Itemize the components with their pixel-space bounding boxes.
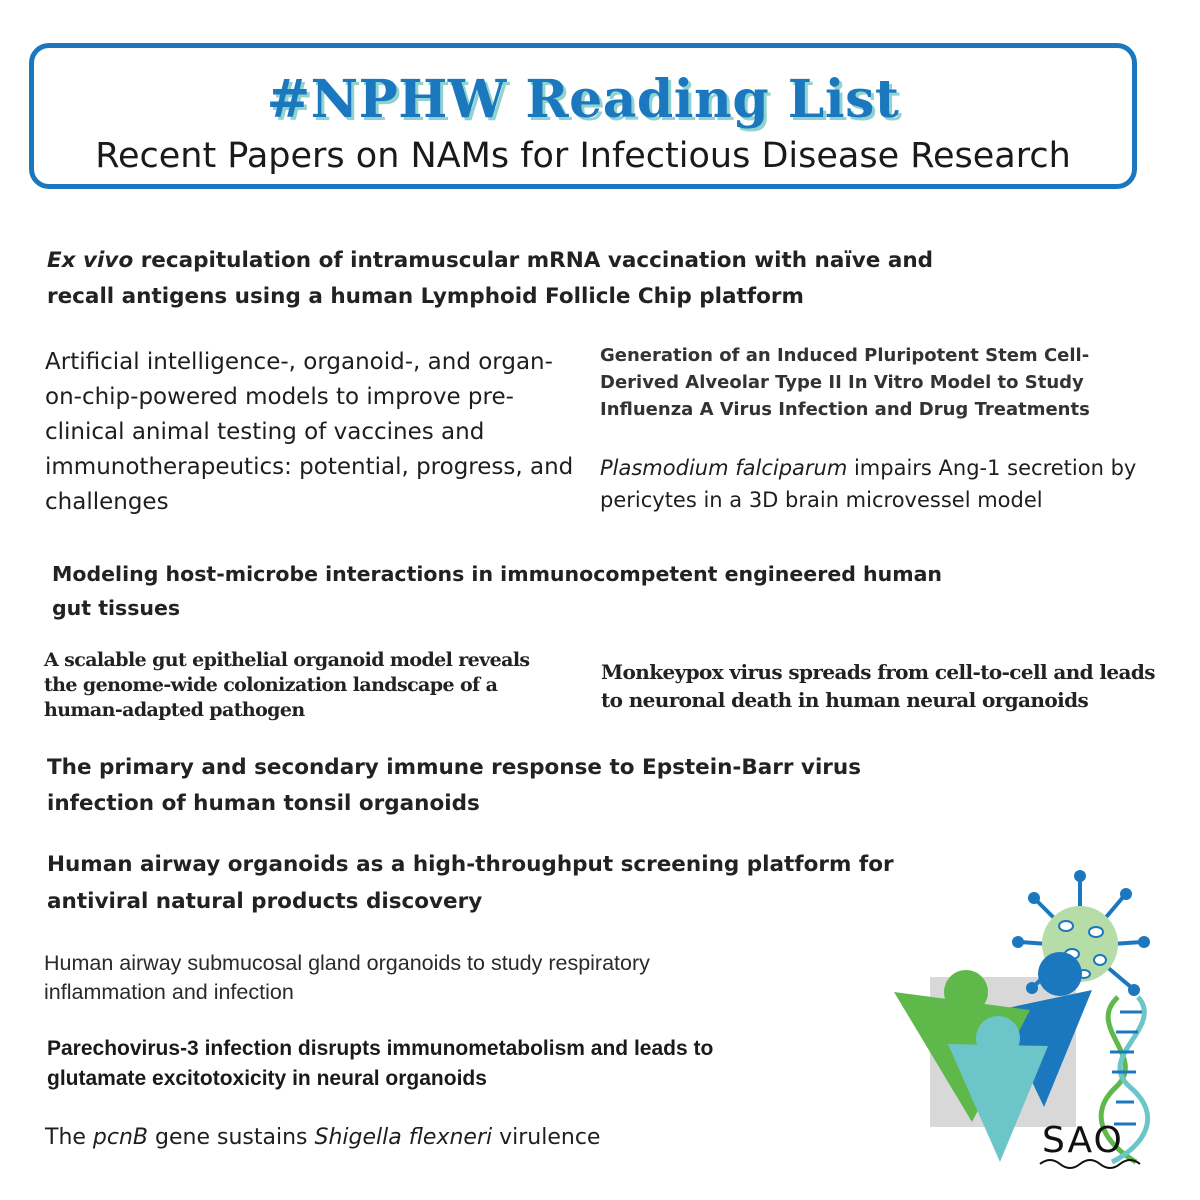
logo-text: SAO <box>1042 1120 1124 1161</box>
species-name: Shigella flexneri <box>314 1125 493 1150</box>
paper-title: Human airway submucosal gland organoids to study respiratory inflammation and infection <box>44 951 650 1004</box>
paper-title <box>45 1122 805 1154</box>
paper-title: Generation of an Induced Pluripotent Stem Cell-Derived Alveolar Type II In Vitro Model to Study Influenza A Virus Infection and Drug Treatments <box>600 345 1090 420</box>
paper-title <box>600 452 1160 516</box>
paper-title: Parechovirus-3 infection disrupts immunometabolism and leads to glutamate excitotoxicity in neural organoids <box>47 1037 714 1090</box>
logo-wave <box>1040 1160 1140 1168</box>
paper-title-text: The <box>45 1125 93 1150</box>
sao-logo <box>880 862 1180 1192</box>
paper-title: Human airway organoids as a high-throughput screening platform for antiviral natural products discovery <box>47 852 894 914</box>
paper-title-text: impairs Ang-1 secretion by pericytes in a 3D brain microvessel model <box>600 456 1137 512</box>
paper-title: Artificial intelligence-, organoid-, and organ-on-chip-powered models to improve pre-clinical animal testing of vaccines and immunotherapeutics: potential, progress, and challenges <box>45 349 574 515</box>
paper-title: Monkeypox virus spreads from cell-to-cell and leads to neuronal death in human neural organoids <box>601 660 1155 712</box>
paper-title-text: recapitulation of intramuscular mRNA vaccination with naïve and recall antigens using a human Lymphoid Follicle Chip platform <box>47 248 934 309</box>
paper-title-italic: Plasmodium falciparum <box>600 456 848 480</box>
paper-title-text: gene sustains <box>148 1125 315 1150</box>
gene-name: pcnB <box>92 1125 149 1150</box>
page-title: #NPHW Reading List <box>266 69 900 130</box>
paper-title-italic: Ex vivo <box>47 248 134 273</box>
paper-title: The primary and secondary immune response to Epstein-Barr virus infection of human tonsil organoids <box>47 755 862 816</box>
paper-title: A scalable gut epithelial organoid model reveals the genome-wide colonization landscape of a human-adapted pathogen <box>44 649 530 721</box>
header-box <box>29 43 1137 189</box>
paper-title: Modeling host-microbe interactions in immunocompetent engineered human gut tissues <box>52 562 943 620</box>
page-subtitle: Recent Papers on NAMs for Infectious Disease Research <box>95 136 1071 176</box>
paper-title-text: virulence <box>492 1125 601 1150</box>
paper-title <box>47 243 947 315</box>
